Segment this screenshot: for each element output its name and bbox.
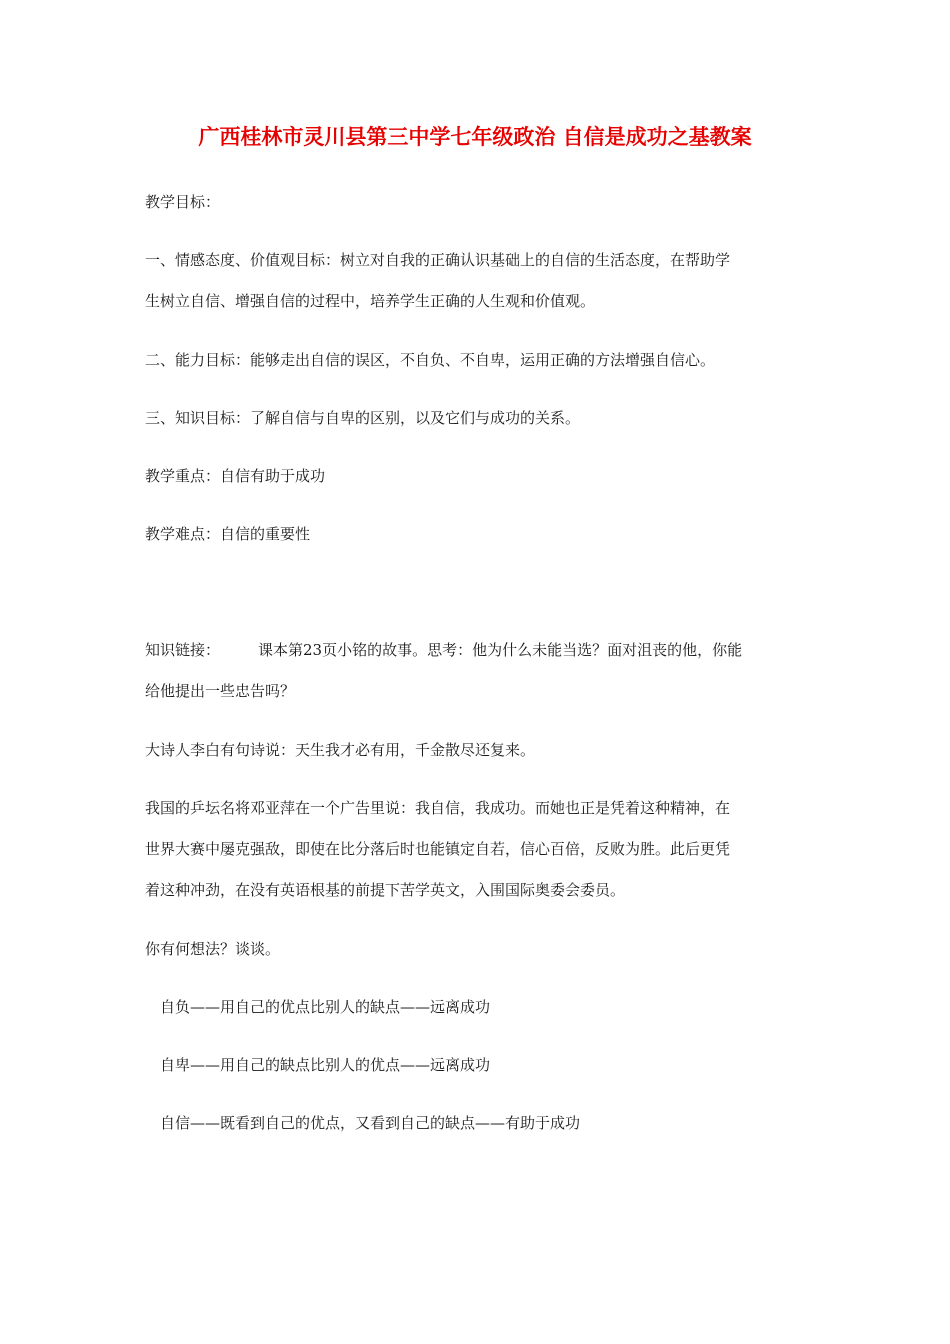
story-line-3: 着这种冲劲，在没有英语根基的前提下苦学英文，入围国际奥委会委员。 (145, 881, 626, 899)
story-line-1: 我国的乒坛名将邓亚萍在一个广告里说：我自信，我成功。而她也正是凭着这种精神，在 (145, 799, 731, 817)
difficult-point: 教学难点：自信的重要性 (145, 525, 311, 543)
document-title: 广西桂林市灵川县第三中学七年级政治 自信是成功之基教案 (198, 125, 752, 149)
goal-3: 三、知识目标：了解自信与自卑的区别，以及它们与成功的关系。 (145, 409, 581, 427)
goals-heading: 教学目标： (145, 193, 221, 211)
poem-quote: 大诗人李白有句诗说：天生我才必有用，千金散尽还复来。 (145, 741, 536, 759)
knowledge-link-label: 知识链接： (145, 641, 221, 659)
key-point: 教学重点：自信有助于成功 (145, 467, 326, 485)
knowledge-link-line-2: 给他提出一些忠告吗？ (145, 682, 296, 700)
discussion-prompt: 你有何想法？谈谈。 (145, 940, 281, 958)
comparison-confidence: 自信——既看到自己的优点，又看到自己的缺点——有助于成功 (160, 1114, 581, 1132)
comparison-inferiority: 自卑——用自己的缺点比别人的优点——远离成功 (160, 1056, 491, 1074)
goal-1-line-1: 一、情感态度、价值观目标：树立对自我的正确认识基础上的自信的生活态度，在帮助学 (145, 251, 731, 269)
comparison-arrogance: 自负——用自己的优点比别人的缺点——远离成功 (160, 998, 491, 1016)
knowledge-link-text: 课本第23页小铭的故事。思考：他为什么未能当选？面对沮丧的他，你能 (258, 641, 743, 659)
knowledge-link-line-1 (145, 632, 810, 669)
goal-1-line-2: 生树立自信、增强自信的过程中，培养学生正确的人生观和价值观。 (145, 292, 596, 310)
goal-2: 二、能力目标：能够走出自信的误区，不自负、不自卑，运用正确的方法增强自信心。 (145, 351, 716, 369)
story-line-2: 世界大赛中屡克强敌，即使在比分落后时也能镇定自若，信心百倍，反败为胜。此后更凭 (145, 840, 731, 858)
